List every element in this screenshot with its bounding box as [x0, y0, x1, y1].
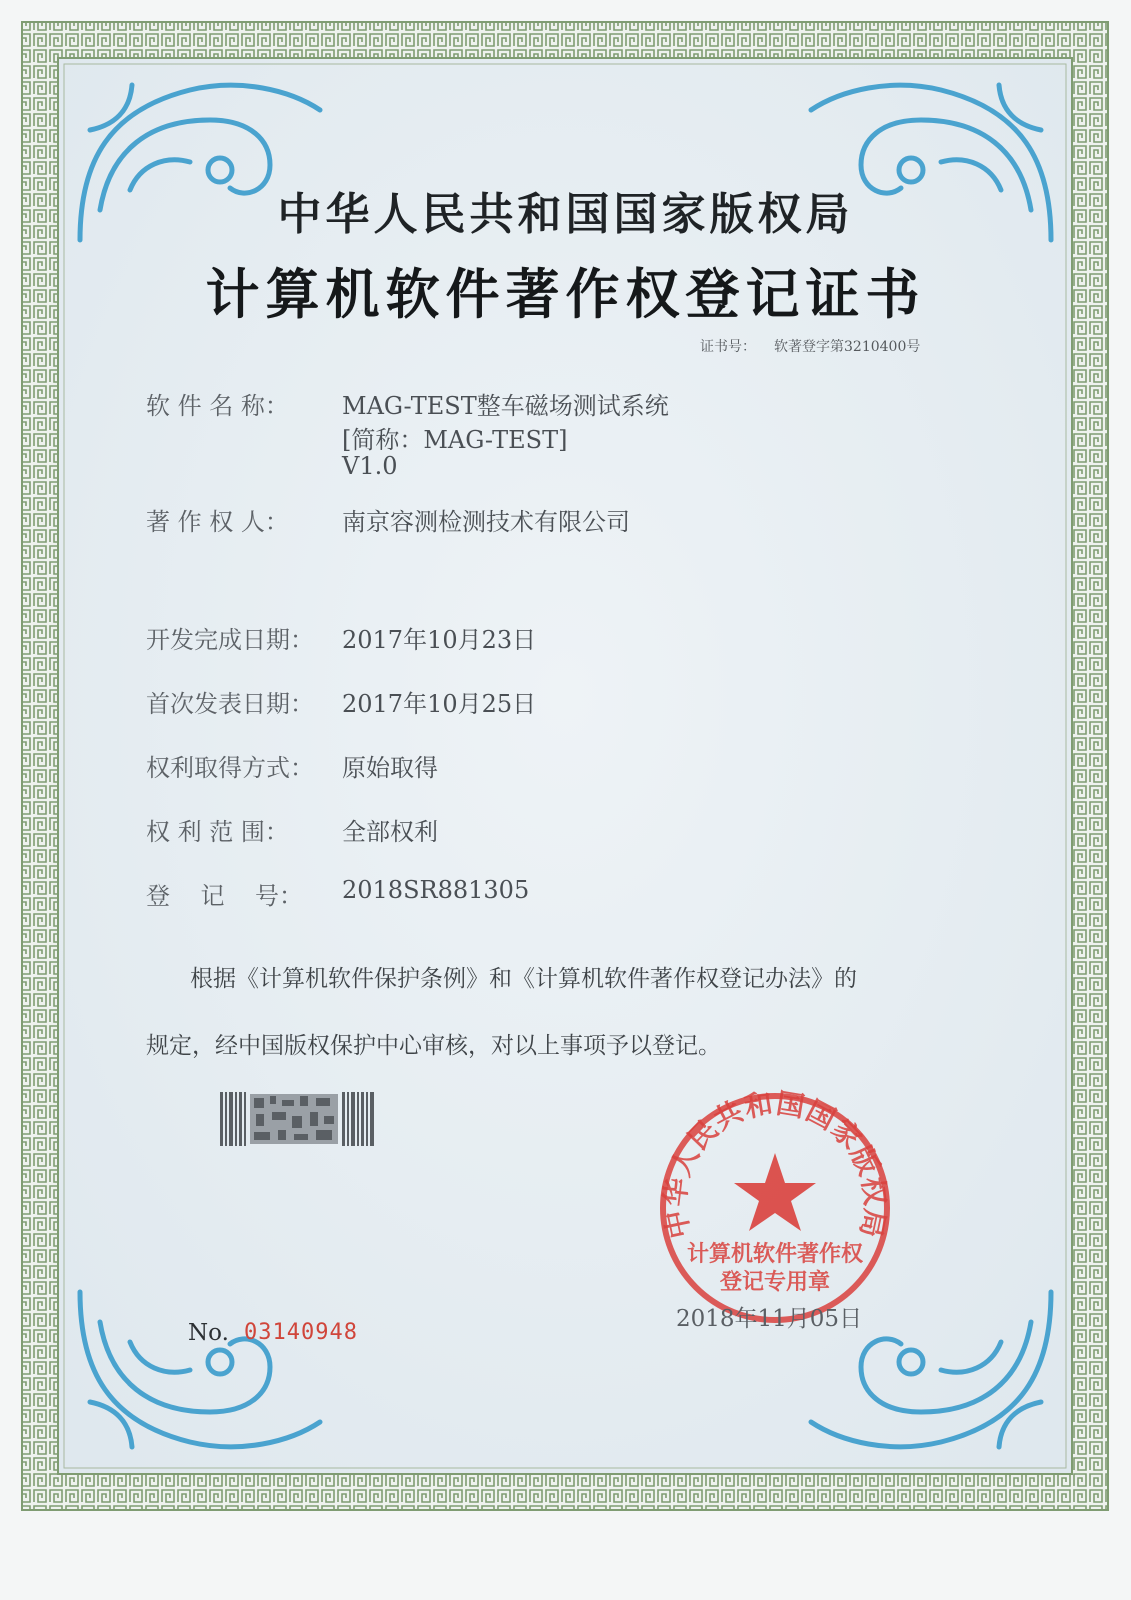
certificate-number-label: 证书号： [700, 339, 756, 355]
seal-inner-line-2: 登记专用章 [719, 1270, 831, 1295]
completion-date-label: 开发完成日期： [146, 626, 314, 654]
seal-outer-text: 中华人民共和国国家版权局 [658, 1086, 892, 1242]
statement-line-2: 规定，经中国版权保护中心审核，对以上事项予以登记。 [146, 1033, 721, 1059]
official-seal-icon [650, 1083, 900, 1333]
owner-label: 著 作 权 人： [146, 508, 289, 536]
rights-scope-label: 权 利 范 围： [146, 818, 289, 846]
certificate-number [700, 336, 920, 356]
publication-date-value: 2017年10月25日 [342, 690, 537, 718]
certificate-title: 计算机软件著作权登记证书 [205, 262, 926, 326]
software-short-name: [简称：MAG-TEST] [342, 426, 568, 454]
registration-number-label: 登 记 号： [146, 882, 304, 910]
rights-scope-value: 全部权利 [342, 818, 438, 846]
seal-inner-line-1: 计算机软件著作权 [686, 1242, 864, 1267]
serial-number-label: No. [188, 1320, 229, 1346]
completion-date-value: 2017年10月23日 [342, 626, 537, 654]
software-name-value: MAG-TEST整车磁场测试系统 [342, 392, 669, 420]
statement-line-1: 根据《计算机软件保护条例》和《计算机软件著作权登记办法》的 [190, 966, 857, 992]
barcode-icon [220, 1092, 376, 1146]
software-version: V1.0 [342, 452, 398, 480]
acquisition-method-label: 权利取得方式： [146, 754, 314, 782]
certificate-number-value: 软著登字第3210400号 [774, 339, 921, 355]
agency-title: 中华人民共和国国家版权局 [277, 189, 854, 240]
software-name-label: 软 件 名 称： [146, 392, 289, 420]
publication-date-label: 首次发表日期： [146, 690, 314, 718]
acquisition-method-value: 原始取得 [342, 754, 438, 782]
issue-date: 2018年11月05日 [676, 1306, 863, 1332]
serial-number-value: 03140948 [244, 1320, 358, 1345]
registration-number-value: 2018SR881305 [342, 876, 530, 904]
owner-value: 南京容测检测技术有限公司 [342, 508, 630, 536]
